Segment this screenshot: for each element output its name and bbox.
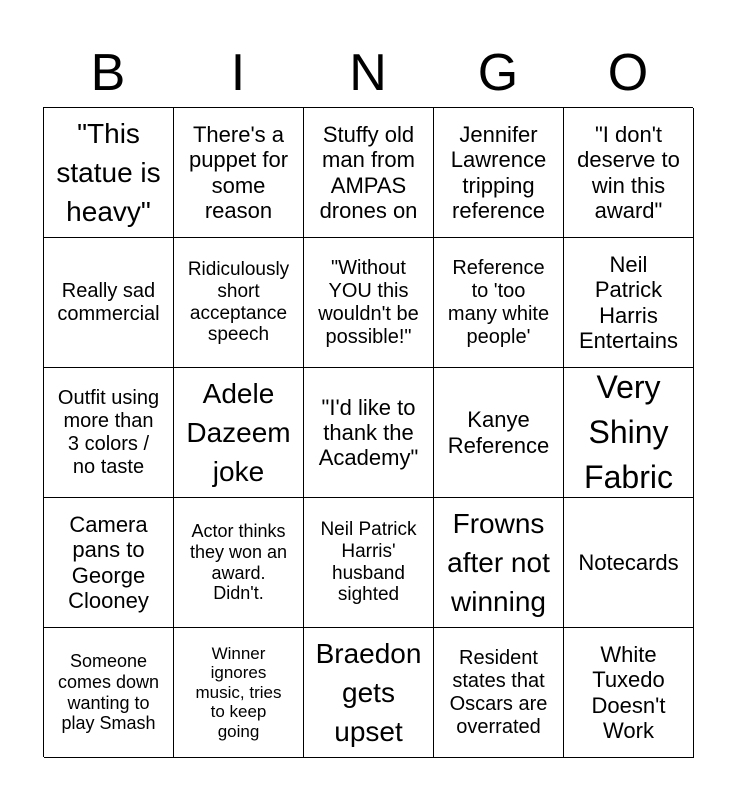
bingo-cell[interactable]: Braedon gets upset: [304, 628, 434, 758]
header-letter-g: G: [477, 44, 519, 102]
bingo-cell[interactable]: Outfit using more than 3 colors / no taste: [44, 368, 174, 498]
bingo-cell[interactable]: Neil Patrick Harris Entertains: [564, 238, 694, 368]
bingo-cell[interactable]: Jennifer Lawrence tripping reference: [434, 108, 564, 238]
bingo-cell[interactable]: Stuffy old man from AMPAS drones on: [304, 108, 434, 238]
bingo-cell[interactable]: Winner ignores music, tries to keep going: [174, 628, 304, 758]
bingo-cell[interactable]: Very Shiny Fabric: [564, 368, 694, 498]
bingo-cell[interactable]: White Tuxedo Doesn't Work: [564, 628, 694, 758]
bingo-cell[interactable]: Adele Dazeem joke: [174, 368, 304, 498]
bingo-cell[interactable]: Actor thinks they won an award. Didn't.: [174, 498, 304, 628]
bingo-cell[interactable]: Reference to 'too many white people': [434, 238, 564, 368]
bingo-grid: [43, 107, 693, 757]
header-letter-b: B: [90, 44, 126, 102]
bingo-cell[interactable]: Kanye Reference: [434, 368, 564, 498]
header-letter-n: N: [349, 44, 387, 102]
bingo-cell[interactable]: Resident states that Oscars are overrated: [434, 628, 564, 758]
bingo-cell[interactable]: "This statue is heavy": [44, 108, 174, 238]
bingo-cell[interactable]: Someone comes down wanting to play Smash: [44, 628, 174, 758]
bingo-cell[interactable]: "Without YOU this wouldn't be possible!": [304, 238, 434, 368]
bingo-cell[interactable]: There's a puppet for some reason: [174, 108, 304, 238]
bingo-cell[interactable]: Really sad commercial: [44, 238, 174, 368]
bingo-cell[interactable]: "I don't deserve to win this award": [564, 108, 694, 238]
bingo-cell[interactable]: Neil Patrick Harris' husband sighted: [304, 498, 434, 628]
bingo-cell[interactable]: Frowns after not winning: [434, 498, 564, 628]
header-letter-o: O: [607, 44, 649, 102]
bingo-cell[interactable]: Ridiculously short acceptance speech: [174, 238, 304, 368]
bingo-header: [43, 40, 693, 106]
header-letter-i: I: [230, 44, 246, 102]
bingo-cell[interactable]: Notecards: [564, 498, 694, 628]
bingo-cell[interactable]: Camera pans to George Clooney: [44, 498, 174, 628]
bingo-cell[interactable]: "I'd like to thank the Academy": [304, 368, 434, 498]
